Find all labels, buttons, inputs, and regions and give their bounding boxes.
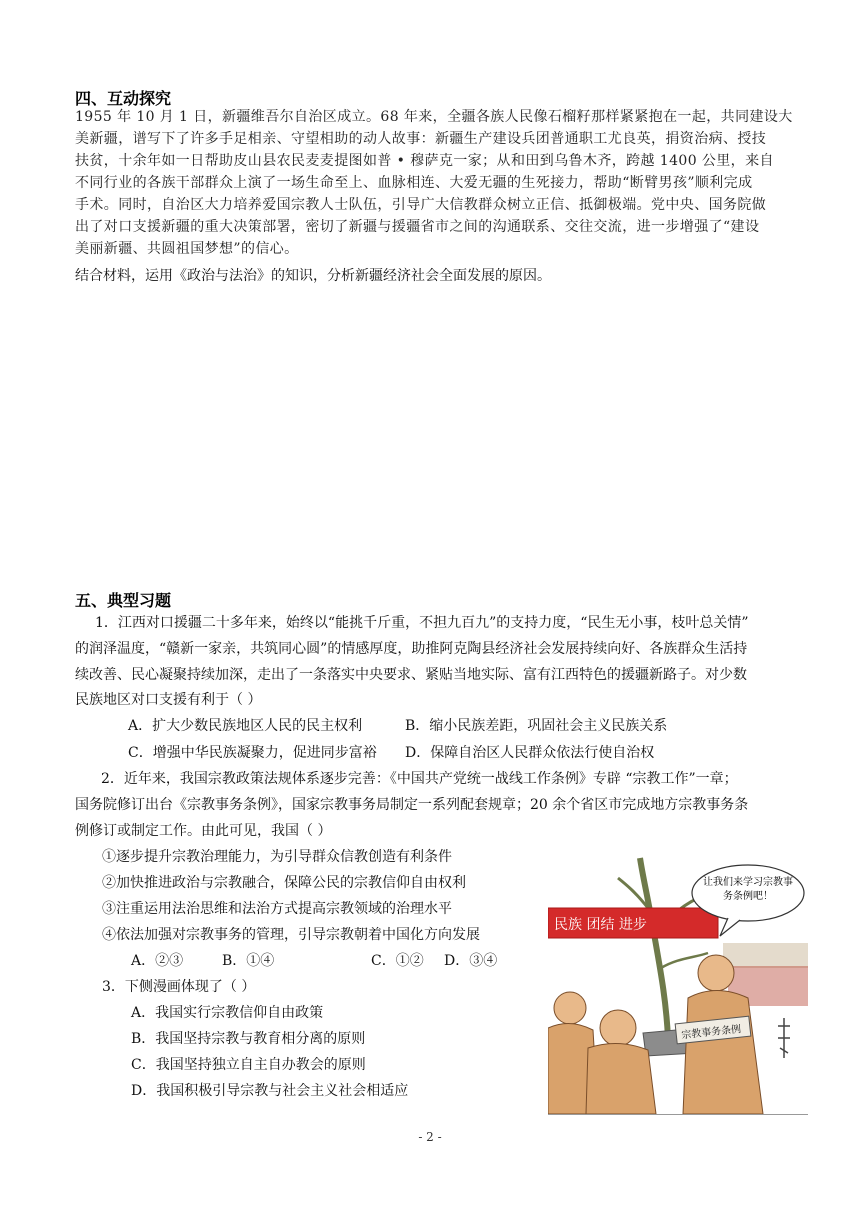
artist-signature [778, 1018, 790, 1058]
tree-trunk [640, 858, 668, 1038]
material-line: 美丽新疆、共圆祖国梦想”的信心。 [75, 241, 299, 257]
q2-line: 2．近年来，我国宗教政策法规体系逐步完善：《中国共产党统一战线工作条例》专辟 “宗教工作”一章； [101, 771, 738, 787]
q2-option-c: C．①② [371, 953, 424, 969]
q2-item: ①逐步提升宗教治理能力，为引导群众信教创造有利条件 [102, 849, 452, 865]
material-line: 美新疆，谱写下了许多手足相亲、守望相助的动人故事：新疆生产建设兵团普通职工尤良英，捐资治病、授技 [75, 131, 767, 147]
material-line: 出了对口支援新疆的重大决策部署，密切了新疆与援疆省市之间的沟通联系、交往交流，进一步增强了“建设 [75, 219, 760, 235]
monk-robe [586, 1043, 656, 1114]
q1-option-c: C．增强中华民族凝聚力，促进同步富裕 [128, 745, 377, 761]
q3-option-d: D．我国积极引导宗教与社会主义社会相适应 [131, 1083, 409, 1099]
q2-option-d: D．③④ [444, 953, 498, 969]
monk-head [600, 1010, 636, 1046]
building-roof [723, 943, 808, 968]
q2-item: ②加快推进政治与宗教融合，保障公民的宗教信仰自由权利 [102, 875, 466, 891]
religion-cartoon [548, 848, 808, 1115]
q1-option-d: D．保障自治区人民群众依法行使自治权 [405, 745, 655, 761]
section-heading-interactive: 四、互动探究 [75, 89, 172, 108]
material-line: 1955 年 10 月 1 日，新疆维吾尔自治区成立。68 年来，全疆各族人民像石榴籽那样紧紧抱在一起，共同建设大 [75, 109, 793, 125]
cartoon-illustration [548, 848, 808, 1114]
q1-line: 的润泽温度，“赣新一家亲，共筑同心圆”的情感厚度，助推阿克陶县经济社会发展持续向好、各族群众生活持 [75, 641, 748, 657]
material-paragraph [75, 107, 793, 259]
q3-stem: 3．下侧漫画体现了（ ） [102, 979, 256, 995]
banner-text: 民族 团结 进步 [554, 917, 647, 933]
section4-question: 结合材料，运用《政治与法治》的知识，分析新疆经济社会全面发展的原因。 [75, 268, 551, 284]
page-number: - 2 - [418, 1130, 442, 1144]
speech-bubble-text: 让我们来学习宗教事务条例吧！ [703, 877, 793, 902]
q1-line: 民族地区对口支援有利于（ ） [75, 692, 262, 708]
q1-line: 1．江西对口援疆二十多年来，始终以“能挑千斤重，不担九百九”的支持力度，“民生无小事，枝叶总关情” [95, 615, 749, 631]
monk-robe [680, 991, 763, 1115]
q2-option-a: A．②③ [131, 953, 184, 969]
q1-option-a: A．扩大少数民族地区人民的民主权利 [128, 718, 363, 734]
q1-line: 续改善、民心凝聚持续加深，走出了一条落实中央要求、紧贴当地实际、富有江西特色的援疆新路子。对少数 [75, 667, 747, 683]
plaque-text: 宗教事务条例 [680, 1024, 742, 1042]
material-line: 手术。同时，自治区大力培养爱国宗教人士队伍，引导广大信教群众树立正信、抵御极端。党中央、国务院做 [75, 197, 767, 213]
q2-option-b: B．①④ [222, 953, 275, 969]
q2-item: ④依法加强对宗教事务的管理，引导宗教朝着中国化方向发展 [102, 927, 480, 943]
q3-option-b: B．我国坚持宗教与教育相分离的原则 [131, 1031, 366, 1047]
q2-line: 国务院修订出台《宗教事务条例》，国家宗教事务局制定一系列配套规章；20 余个省区市完成地方宗教事务条 [75, 797, 749, 813]
material-line: 扶贫，十余年如一日帮助皮山县农民麦麦提图如普 • 穆萨克一家；从和田到乌鲁木齐，跨越 1400 公里，来自 [75, 153, 774, 169]
monk-head [698, 955, 734, 991]
material-line: 不同行业的各族干部群众上演了一场生命至上、血脉相连、大爱无疆的生死接力，帮助“断臂男孩”顺利完成 [75, 175, 753, 191]
q2-item: ③注重运用法治思维和法治方式提高宗教领域的治理水平 [102, 901, 452, 917]
monk-head [554, 992, 586, 1024]
q3-option-c: C．我国坚持独立自主自办教会的原则 [131, 1057, 366, 1073]
q3-option-a: A．我国实行宗教信仰自由政策 [131, 1005, 324, 1021]
section-heading-exercises: 五、典型习题 [75, 591, 172, 610]
q2-line: 例修订或制定工作。由此可见，我国（ ） [75, 823, 332, 839]
q1-option-b: B．缩小民族差距，巩固社会主义民族关系 [405, 718, 668, 734]
